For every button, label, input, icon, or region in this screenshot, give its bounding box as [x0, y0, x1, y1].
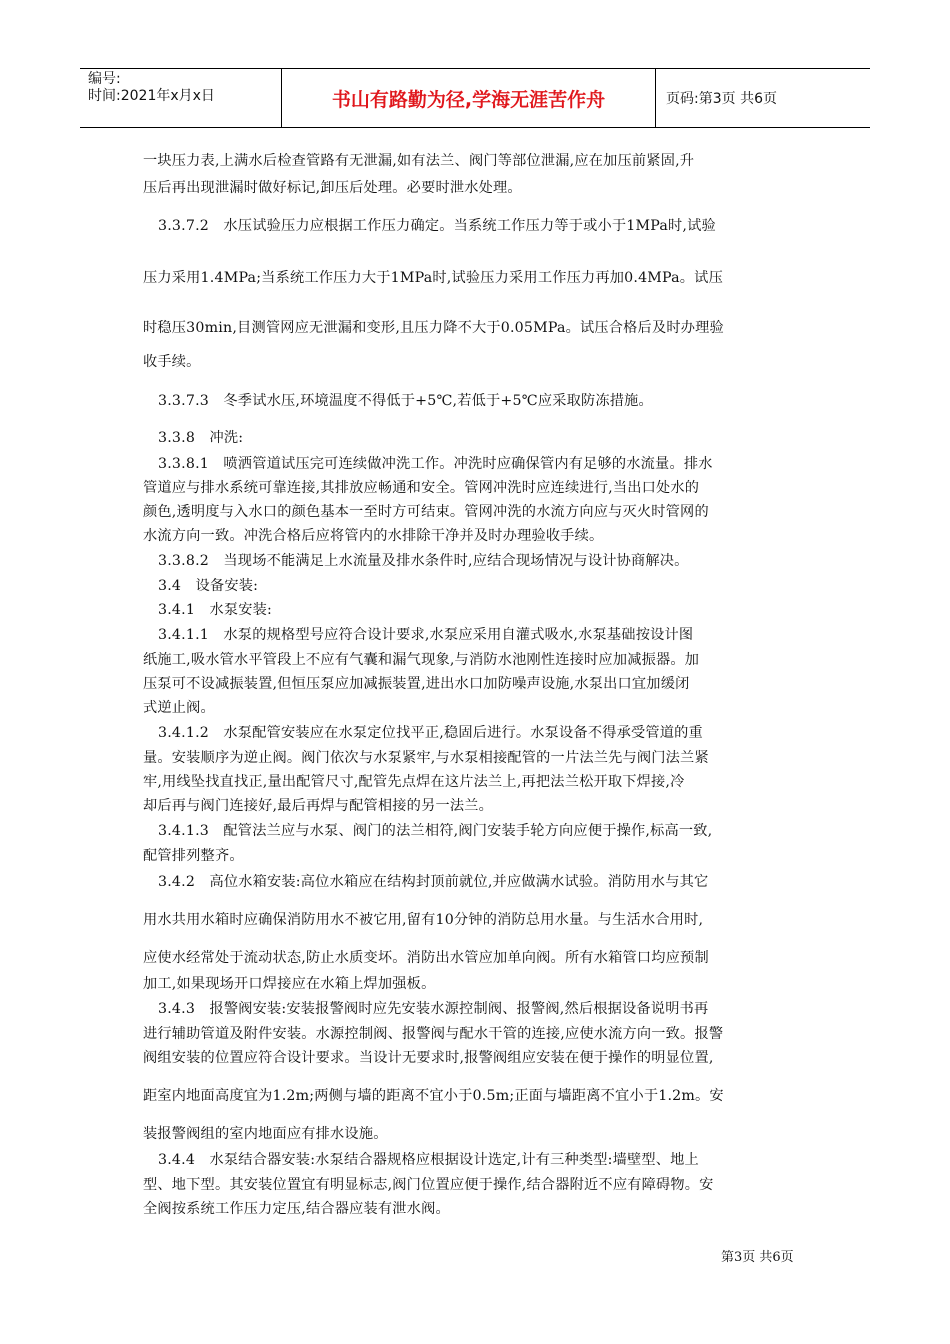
- text-line: 3.4.1 水泵安装:: [158, 602, 273, 618]
- text-line: 3.3.8 冲洗:: [158, 430, 244, 446]
- text-line: 加工,如果现场开口焊接应在水箱上焊加强板。: [143, 976, 436, 992]
- text-line: 3.3.8.1 喷洒管道试压完可连续做冲洗工作。冲洗时应确保管内有足够的水流量。排水: [158, 456, 713, 472]
- text-line: 纸施工,吸水管水平管段上不应有气囊和漏气现象,与消防水池刚性连接时应加减振器。加: [143, 652, 700, 668]
- text-line: 压泵可不设减振装置,但恒压泵应加减振装置,进出水口加防噪声设施,水泵出口宜加缓闭: [143, 676, 690, 692]
- text-line: 用水共用水箱时应确保消防用水不被它用,留有10分钟的消防总用水量。与生活水合用时,: [143, 912, 704, 928]
- text-line: 牢,用线坠找直找正,量出配管尺寸,配管先点焊在这片法兰上,再把法兰松开取下焊接,冷: [143, 774, 685, 790]
- text-line: 3.4.1.3 配管法兰应与水泵、阀门的法兰相符,阀门安装手轮方向应便于操作,标高一致,: [158, 823, 713, 839]
- text-line: 全阀按系统工作压力定压,结合器应装有泄水阀。: [143, 1201, 450, 1217]
- text-line: 3.3.8.2 当现场不能满足上水流量及排水条件时,应结合现场情况与设计协商解决。: [158, 553, 689, 569]
- text-line: 型、地下型。其安装位置宜有明显标志,阀门位置应便于操作,结合器附近不应有障碍物。安: [143, 1177, 714, 1193]
- doc-number-label: 编号:: [88, 71, 121, 87]
- text-line: 量。安装顺序为逆止阀。阀门依次与水泵紧牢,与水泵相接配管的一片法兰先与阀门法兰紧: [143, 750, 709, 766]
- text-line: 配管排列整齐。: [143, 848, 244, 864]
- text-line: 3.4.4 水泵结合器安装:水泵结合器规格应根据设计选定,计有三种类型:墙壁型、地上: [158, 1152, 699, 1168]
- text-line: 3.3.7.2 水压试验压力应根据工作压力确定。当系统工作压力等于或小于1MPa时,试验: [158, 218, 716, 234]
- text-line: 进行辅助管道及附件安装。水源控制阀、报警阀与配水干管的连接,应使水流方向一致。报警: [143, 1026, 724, 1042]
- text-line: 收手续。: [143, 354, 201, 370]
- doc-date-label: 时间:2021年x月x日: [88, 88, 215, 104]
- text-line: 3.4.3 报警阀安装:安装报警阀时应先安装水源控制阀、报警阀,然后根据设备说明书再: [158, 1001, 709, 1017]
- text-line: 管道应与排水系统可靠连接,其排放应畅通和安全。管网冲洗时应连续进行,当出口处水的: [143, 480, 700, 496]
- text-line: 颜色,透明度与入水口的颜色基本一至时方可结束。管网冲洗的水流方向应与灭火时管网的: [143, 504, 709, 520]
- text-line: 却后再与阀门连接好,最后再焊与配管相接的另一法兰。: [143, 798, 494, 814]
- text-line: 压力采用1.4MPa;当系统工作压力大于1MPa时,试验压力采用工作压力再加0.4MPa。试压: [143, 270, 723, 286]
- text-line: 应使水经常处于流动状态,防止水质变坏。消防出水管应加单向阀。所有水箱管口均应预制: [143, 950, 709, 966]
- text-line: 阀组安装的位置应符合设计要求。当设计无要求时,报警阀组应安装在便于操作的明显位置,: [143, 1050, 714, 1066]
- text-line: 压后再出现泄漏时做好标记,卸压后处理。必要时泄水处理。: [143, 180, 522, 196]
- page-footer: 第3页 共6页: [721, 1250, 794, 1265]
- text-line: 水流方向一致。冲洗合格后应将管内的水排除干净并及时办理验收手续。: [143, 528, 604, 544]
- header-meta: [80, 69, 282, 127]
- text-line: 3.4.1.1 水泵的规格型号应符合设计要求,水泵应采用自灌式吸水,水泵基础按设计图: [158, 627, 694, 643]
- page-header: [80, 68, 870, 128]
- text-line: 时稳压30min,目测管网应无泄漏和变形,且压力降不大于0.05MPa。试压合格后及时办理验: [143, 320, 724, 336]
- text-line: 距室内地面高度宜为1.2m;两侧与墙的距离不宜小于0.5m;正面与墙距离不宜小于1.2m。安: [143, 1088, 724, 1104]
- text-line: 式逆止阀。: [143, 700, 215, 716]
- text-line: 3.3.7.3 冬季试水压,环境温度不得低于+5℃,若低于+5℃应采取防冻措施。: [158, 393, 653, 409]
- header-page-code: 页码:第3页 共6页: [666, 91, 777, 107]
- header-motto: 书山有路勤为径,学海无涯苦作舟: [282, 69, 656, 127]
- text-line: 装报警阀组的室内地面应有排水设施。: [143, 1126, 388, 1142]
- text-line: 3.4 设备安装:: [158, 578, 259, 594]
- text-line: 3.4.1.2 水泵配管安装应在水泵定位找平正,稳固后进行。水泵设备不得承受管道的重: [158, 725, 703, 741]
- text-line: 3.4.2 高位水箱安装:高位水箱应在结构封顶前就位,并应做满水试验。消防用水与其它: [158, 874, 709, 890]
- text-line: 一块压力表,上满水后检查管路有无泄漏,如有法兰、阀门等部位泄漏,应在加压前紧固,升: [143, 153, 695, 169]
